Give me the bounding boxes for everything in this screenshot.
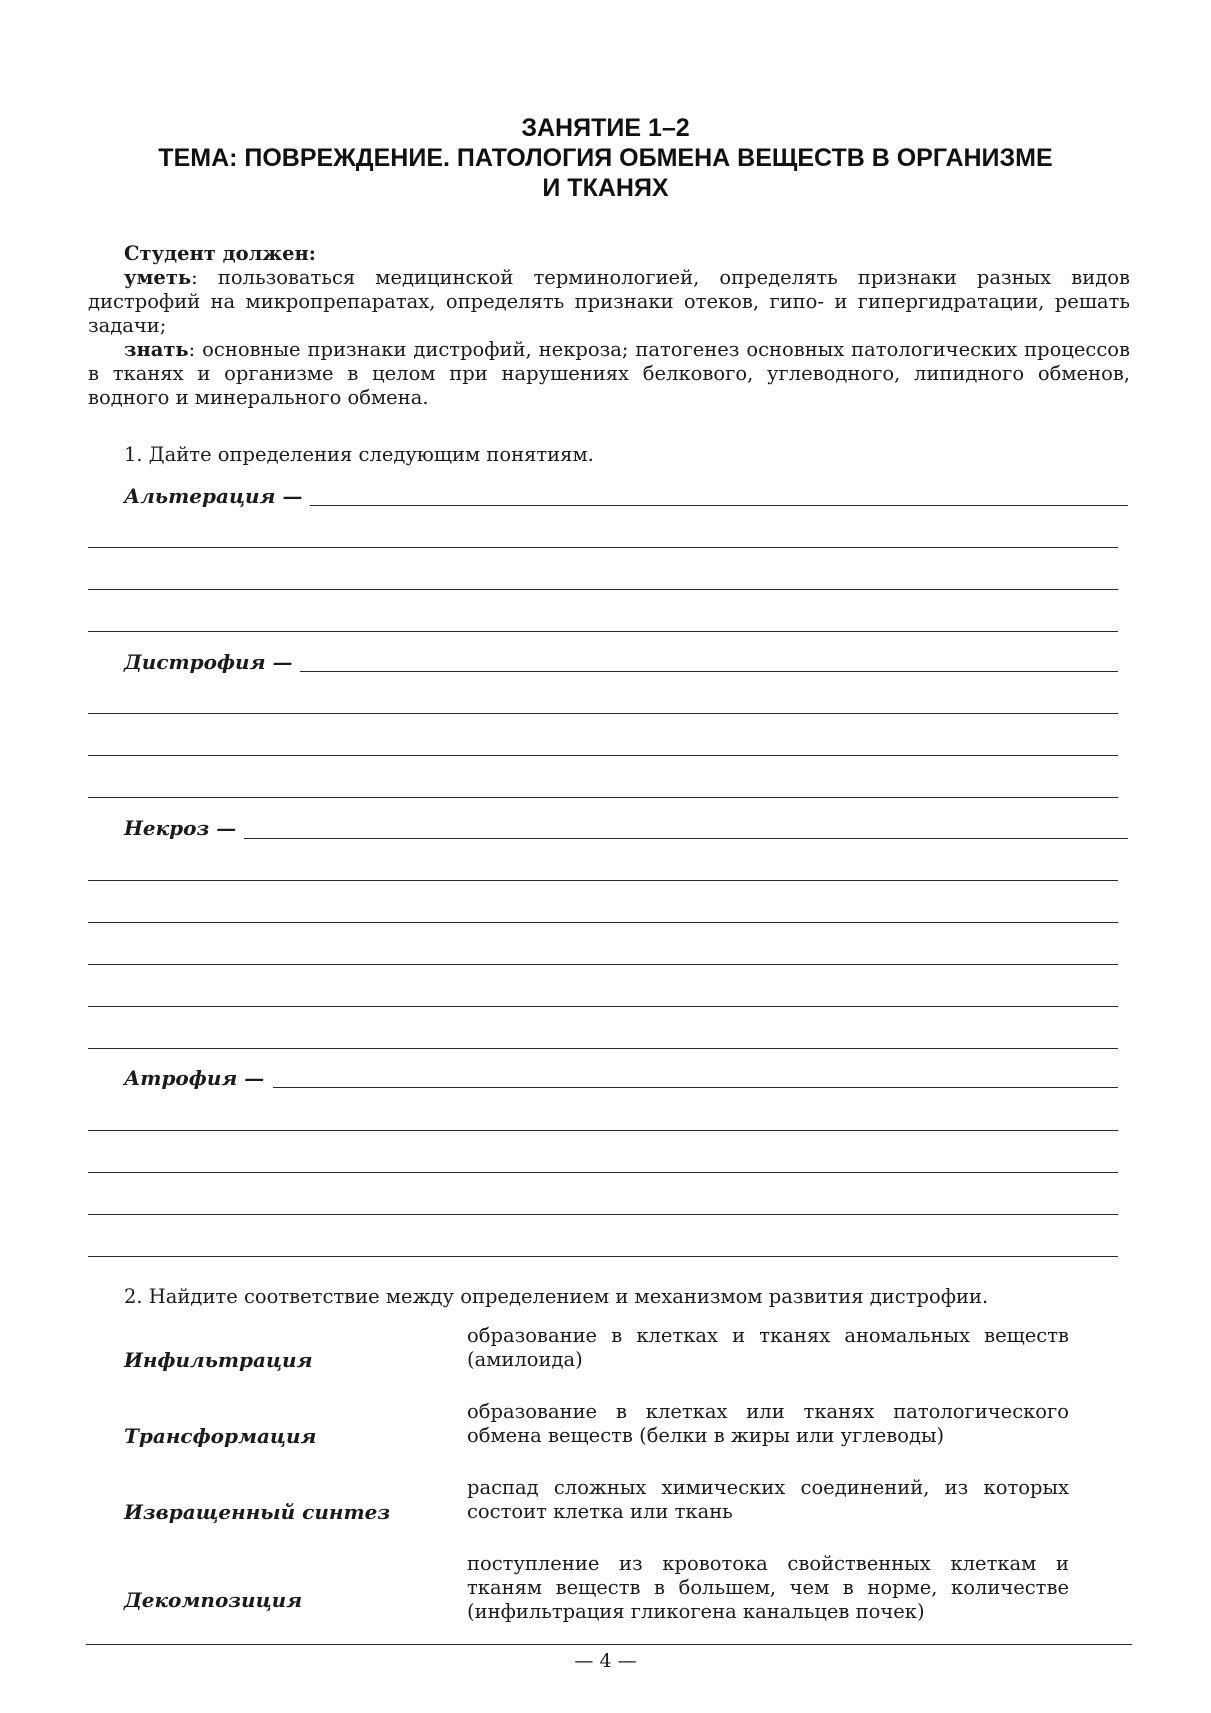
term-necrosis: Некроз — [124,816,237,840]
match-definition-2: образование в клетках или тканях патологического обмена веществ (белки в жиры или углеводы) [467,1400,1069,1447]
answer-line[interactable] [88,547,1118,548]
page-number: — 4 — [574,1650,637,1672]
match-term-transformation: Трансформация [124,1424,317,1448]
answer-line[interactable] [88,1172,1118,1173]
answer-line[interactable] [88,589,1118,590]
answer-line[interactable] [88,797,1118,798]
match-definition-4: поступление из кровотока свойственных клеткам и тканям веществ в большем, чем в норме, количестве (инфильтрация гликогена канальцев почек) [467,1552,1069,1623]
match-term-infiltration: Инфильтрация [124,1348,313,1372]
answer-line-alteration[interactable] [310,505,1128,506]
intro-block [88,242,1130,410]
answer-line-dystrophy[interactable] [300,671,1118,672]
can-paragraph [88,266,1130,338]
term-alteration: Альтерация — [124,484,303,508]
can-text: : пользоваться медицинской терминологией, определять признаки разных видов дистрофий на микропрепаратах, определять признаки отеков, гипо- и гипергидратации, решать задачи; [88,266,1130,337]
know-text: : основные признаки дистрофий, некроза; патогенез основных патологических процессов в тканях и организме в целом при нарушениях белкового, углеводного, липидного обменов, водного и минерального обмена. [88,338,1130,409]
student-must: Студент должен: [124,242,316,265]
task2-prompt: 2. Найдите соответствие между определением и механизмом развития дистрофии. [124,1285,989,1308]
know-label: знать [124,338,189,361]
match-definition-1: образование в клетках и тканях аномальных веществ (амилоида) [467,1324,1069,1371]
topic-title-line-1: ТЕМА: ПОВРЕЖДЕНИЕ. ПАТОЛОГИЯ ОБМЕНА ВЕЩЕСТВ В ОРГАНИЗМЕ [158,144,1053,172]
answer-line[interactable] [88,631,1118,632]
answer-line-atrophy[interactable] [273,1087,1118,1088]
term-dystrophy: Дистрофия — [124,650,293,674]
can-label: уметь [124,266,192,289]
footer-divider [86,1644,1132,1645]
answer-line-necrosis[interactable] [244,838,1128,839]
answer-line[interactable] [88,1214,1118,1215]
task1-prompt: 1. Дайте определения следующим понятиям. [124,443,594,466]
answer-line[interactable] [88,1130,1118,1131]
answer-line[interactable] [88,1256,1118,1257]
match-term-decomposition: Декомпозиция [124,1588,303,1612]
answer-line[interactable] [88,713,1118,714]
answer-line[interactable] [88,880,1118,881]
term-atrophy: Атрофия — [124,1066,265,1090]
answer-line[interactable] [88,1048,1118,1049]
answer-line[interactable] [88,1006,1118,1007]
match-definition-3: распад сложных химических соединений, из которых состоит клетка или ткань [467,1476,1069,1523]
match-term-perverted-synthesis: Извращенный синтез [124,1500,391,1524]
know-paragraph [88,338,1130,410]
answer-line[interactable] [88,922,1118,923]
lesson-title: ЗАНЯТИЕ 1–2 [521,114,690,142]
topic-title-line-2: И ТКАНЯХ [542,174,669,202]
answer-line[interactable] [88,964,1118,965]
answer-line[interactable] [88,755,1118,756]
